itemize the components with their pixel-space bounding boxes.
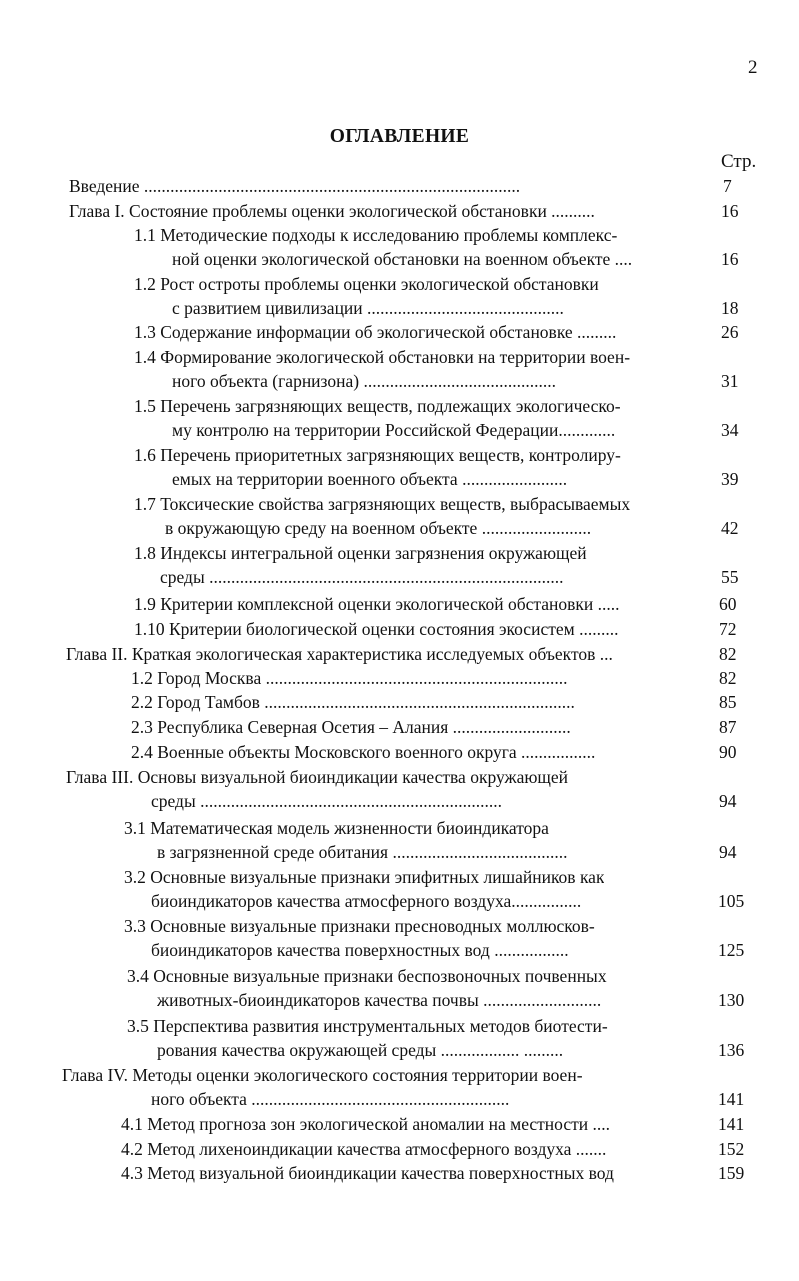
toc-entry-text: 1.9 Критерии комплексной оценки экологической обстановки ..... xyxy=(134,594,620,614)
toc-entry-page: 55 xyxy=(721,567,739,587)
toc-entry-text: Глава II. Краткая экологическая характеристика исследуемых объектов ... xyxy=(66,644,613,664)
toc-entry-page: 39 xyxy=(721,469,739,489)
toc-entry-text-continued: ного объекта (гарнизона) ............................................ xyxy=(172,371,556,391)
toc-entry-page: 60 xyxy=(719,594,737,614)
toc-entry-text: 4.3 Метод визуальной биоиндикации качества поверхностных вод xyxy=(121,1163,614,1183)
toc-entry-text: 1.5 Перечень загрязняющих веществ, подлежащих экологическо- xyxy=(134,396,621,416)
toc-entry-page: 136 xyxy=(718,1040,745,1060)
toc-entry-text: 4.2 Метод лихеноиндикации качества атмосферного воздуха ....... xyxy=(121,1139,607,1159)
toc-entry-page: 72 xyxy=(719,619,737,639)
toc-entry-page: 159 xyxy=(718,1163,745,1183)
toc-entry-page: 82 xyxy=(719,644,737,664)
toc-entry-page: 94 xyxy=(719,791,737,811)
toc-entry-page: 130 xyxy=(718,990,745,1010)
toc-entry-text-continued: рования качества окружающей среды .................. ......... xyxy=(157,1040,564,1060)
toc-entry-text: 1.4 Формирование экологической обстановки на территории воен- xyxy=(134,347,631,367)
toc-entry-text: 1.8 Индексы интегральной оценки загрязнения окружающей xyxy=(134,543,587,563)
toc-entry-text: 1.6 Перечень приоритетных загрязняющих веществ, контролиру- xyxy=(134,445,621,465)
toc-entry-page: 31 xyxy=(721,371,739,391)
toc-entry-page: 42 xyxy=(721,518,739,538)
toc-entry-text: 2.2 Город Тамбов ....................................................................... xyxy=(131,692,575,712)
toc-entry-text: Введение ...................................................................................... xyxy=(69,176,521,196)
toc-entry-text: 1.1 Методические подходы к исследованию проблемы комплекс- xyxy=(134,225,618,245)
toc-entry-page: 34 xyxy=(721,420,739,440)
toc-entry-text-continued: ного объекта ........................................................... xyxy=(151,1089,510,1109)
toc-entry-text-continued: ной оценки экологической обстановки на военном объекте .... xyxy=(172,249,633,269)
toc-entry-text: 3.3 Основные визуальные признаки пресноводных моллюсков- xyxy=(124,916,595,936)
toc-entry-text: 3.2 Основные визуальные признаки эпифитных лишайников как xyxy=(124,867,605,887)
toc-entry-text: Глава IV. Методы оценки экологического состояния территории воен- xyxy=(62,1065,583,1085)
toc-entry-page: 141 xyxy=(718,1114,745,1134)
toc-entry-text-continued: среды ..................................................................... xyxy=(151,791,502,811)
toc-entry-text-continued: среды ................................................................................. xyxy=(160,567,564,587)
toc-entry-text: 2.4 Военные объекты Московского военного округа ................. xyxy=(131,742,596,762)
toc-entry-text: 2.3 Республика Северная Осетия – Алания ........................... xyxy=(131,717,571,737)
toc-entry-page: 82 xyxy=(719,668,737,688)
toc-entry-text-continued: емых на территории военного объекта ........................ xyxy=(172,469,568,489)
toc-entry-text: 1.2 Рост остроты проблемы оценки экологической обстановки xyxy=(134,274,599,294)
toc-entry-page: 85 xyxy=(719,692,737,712)
toc-entry-page: 125 xyxy=(718,940,745,960)
page-number: 2 xyxy=(748,57,758,78)
toc-entry-text: 3.4 Основные визуальные признаки беспозвоночных почвенных xyxy=(127,966,607,986)
toc-entry-text-continued: животных-биоиндикаторов качества почвы ........................... xyxy=(157,990,602,1010)
toc-entry-page: 94 xyxy=(719,842,737,862)
toc-entry-text: 3.1 Математическая модель жизненности биоиндикатора xyxy=(124,818,549,838)
toc-entry-page: 90 xyxy=(719,742,737,762)
toc-entry-page: 26 xyxy=(721,322,739,342)
toc-entry-text-continued: с развитием цивилизации ............................................. xyxy=(172,298,564,318)
toc-entry-text-continued: в загрязненной среде обитания ........................................ xyxy=(157,842,568,862)
toc-entry-text-continued: биоиндикаторов качества поверхностных вод ................. xyxy=(151,940,569,960)
page-column-label: Стр. xyxy=(721,151,757,172)
toc-entry-text: Глава III. Основы визуальной биоиндикации качества окружающей xyxy=(66,767,569,787)
toc-entry-text: Глава I. Состояние проблемы оценки экологической обстановки .......... xyxy=(69,201,595,221)
toc-entry-page: 141 xyxy=(718,1089,745,1109)
toc-entry-text: 1.10 Критерии биологической оценки состояния экосистем ......... xyxy=(134,619,619,639)
toc-entry-text: 1.3 Содержание информации об экологической обстановке ......... xyxy=(134,322,617,342)
toc-entry-page: 87 xyxy=(719,717,737,737)
toc-entry-page: 16 xyxy=(721,201,739,221)
toc-entry-text-continued: биоиндикаторов качества атмосферного воздуха................ xyxy=(151,891,582,911)
toc-entry-text: 1.2 Город Москва ..................................................................... xyxy=(131,668,568,688)
toc-entry-page: 152 xyxy=(718,1139,745,1159)
toc-entry-text-continued: му контролю на территории Российской Федерации............. xyxy=(172,420,616,440)
page-title: ОГЛАВЛЕНИЕ xyxy=(329,126,470,147)
toc-entry-page: 7 xyxy=(723,176,732,196)
toc-entry-page: 105 xyxy=(718,891,745,911)
toc-entry-text-continued: в окружающую среду на военном объекте ......................... xyxy=(165,518,592,538)
toc-entry-page: 16 xyxy=(721,249,739,269)
toc-entry-page: 18 xyxy=(721,298,739,318)
toc-entry-text: 3.5 Перспектива развития инструментальных методов биотести- xyxy=(127,1016,608,1036)
toc-entry-text: 4.1 Метод прогноза зон экологической аномалии на местности .... xyxy=(121,1114,611,1134)
toc-entry-text: 1.7 Токсические свойства загрязняющих веществ, выбрасываемых xyxy=(134,494,631,514)
